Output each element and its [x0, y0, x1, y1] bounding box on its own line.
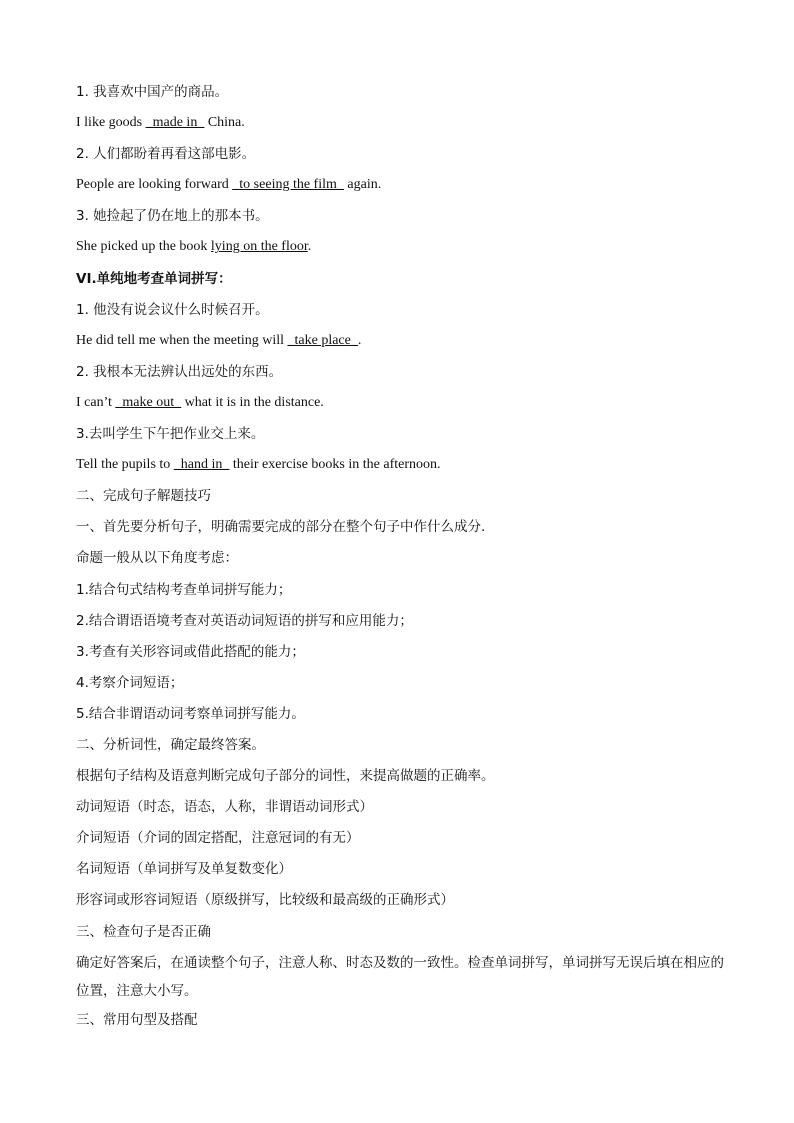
answer-blank: _made in_ [145, 115, 205, 131]
answer-blank: lying on the floor [210, 239, 308, 255]
section-heading-patterns: 三、常用句型及搭配 [76, 1011, 198, 1028]
example-2-english [76, 173, 726, 204]
sentence-text: He did tell me when the meeting will [76, 332, 288, 348]
sentence-text: I can’t [76, 394, 116, 410]
example-6-english [76, 453, 726, 484]
sentence-text: She picked up the book [76, 239, 211, 255]
document-page [76, 80, 726, 1039]
list-item: 5.结合非谓语动词考察单词拼写能力。 [76, 705, 305, 722]
sentence-text: People are looking forward [76, 177, 233, 193]
example-5-english [76, 391, 726, 422]
example-3-chinese: 3. 她捡起了仍在地上的那本书。 [76, 208, 269, 225]
sentence-text: what it is in the distance. [181, 394, 324, 410]
section-heading-vi: VI.单纯地考查单词拼写： [76, 270, 232, 287]
sentence-text: their exercise books in the afternoon. [229, 457, 441, 473]
list-item: 1.结合句式结构考查单词拼写能力； [76, 581, 292, 598]
example-4-chinese: 1. 他没有说会议什么时候召开。 [76, 301, 269, 318]
list-item: 2.结合谓语语境考查对英语动词短语的拼写和应用能力； [76, 612, 413, 629]
sentence-text: again. [343, 177, 382, 193]
answer-blank: _make out_ [115, 394, 182, 410]
step-2-word-class: 二、分析词性，确定最终答案。 [76, 736, 265, 753]
paragraph-text: 确定好答案后，在通读整个句子，注意人称、时态及数的一致性。检查单词拼写，单词拼写无误后填在相应的位置，注意大小写。 [76, 954, 724, 999]
example-5-chinese: 2. 我根本无法辨认出远处的东西。 [76, 363, 283, 380]
answer-blank: _to seeing the film_ [232, 177, 344, 193]
answer-blank: _hand in_ [173, 457, 230, 473]
section-heading-techniques: 二、完成句子解题技巧 [76, 488, 211, 505]
list-item: 3.考查有关形容词或借此搭配的能力； [76, 643, 305, 660]
example-1-chinese: 1. 我喜欢中国产的商品。 [76, 84, 229, 100]
list-item: 4.考察介词短语； [76, 674, 184, 691]
sentence-text: Tell the pupils to [76, 457, 174, 473]
step-3-check: 三、检查句子是否正确 [76, 923, 211, 940]
list-item: 动词短语（时态，语态，人称，非谓语动词形式） [76, 799, 373, 816]
example-4-english [76, 329, 726, 360]
list-item: 形容词或形容词短语（原级拼写，比较级和最高级的正确形式） [76, 892, 454, 909]
example-2-chinese: 2. 人们都盼着再看这部电影。 [76, 146, 256, 163]
sentence-text: . [307, 239, 312, 255]
answer-blank: _take place_ [287, 332, 358, 348]
example-6-chinese: 3.去叫学生下午把作业交上来。 [76, 426, 265, 443]
sentence-text: I like goods [76, 115, 146, 131]
example-3-english [76, 235, 726, 266]
list-item: 名词短语（单词拼写及单复数变化） [76, 861, 292, 878]
paragraph-text: 根据句子结构及语意判断完成句子部分的词性，来提高做题的正确率。 [76, 768, 495, 785]
step-1-analyze: 一、首先要分析句子，明确需要完成的部分在整个句子中作什么成分. [76, 519, 486, 536]
example-1-english [76, 111, 726, 142]
sentence-text: . [357, 332, 362, 348]
list-item: 介词短语（介词的固定搭配，注意冠词的有无） [76, 830, 360, 847]
paragraph-text: 命题一般从以下角度考虑： [76, 550, 238, 567]
sentence-text: China. [204, 115, 245, 131]
